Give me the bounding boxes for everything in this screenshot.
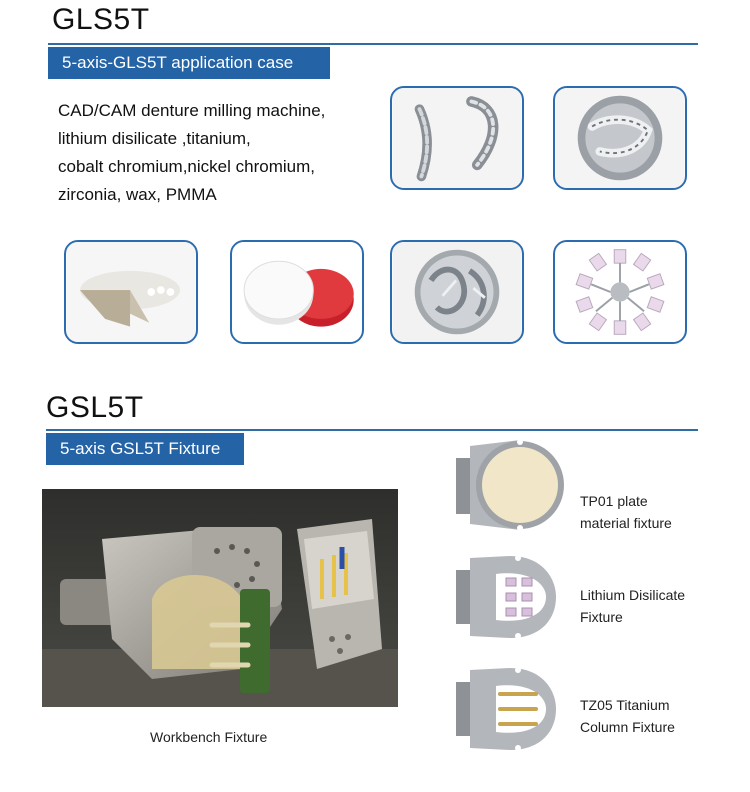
fixture-lithium-disilicate-line1: Lithium Disilicate: [580, 587, 686, 603]
section2-title: GSL5T: [46, 391, 144, 424]
tile-zirconia-disc: [64, 240, 198, 344]
milled-blank-image: [555, 88, 685, 188]
wax-pmma-discs-image: [232, 242, 362, 342]
fixture-tz05-titanium-line2: Column Fixture: [580, 719, 675, 735]
titanium-disc-image: [392, 242, 522, 342]
section1-banner: 5-axis-GLS5T application case: [48, 47, 330, 79]
fixture-tp01-line1: TP01 plate: [580, 493, 648, 509]
lithium-disilicate-blocks-image: [555, 242, 685, 342]
fixture-tz05-titanium-line1: TZ05 Titanium: [580, 697, 670, 713]
section1-description: [58, 97, 378, 209]
lithium-disilicate-fixture-image: [450, 548, 570, 646]
fixture-tp01: [450, 436, 570, 534]
tp01-fixture-image: [450, 436, 570, 534]
fixture-tz05-titanium: [450, 660, 570, 758]
tile-wax-pmma-discs: [230, 240, 364, 344]
description-line: zirconia, wax, PMMA: [58, 185, 217, 204]
fixture-tz05-titanium-label: [580, 694, 675, 738]
section2-banner: 5-axis GSL5T Fixture: [46, 433, 244, 465]
tile-milled-blank: [553, 86, 687, 190]
tile-lithium-disilicate-blocks: [553, 240, 687, 344]
workbench-caption: Workbench Fixture: [150, 729, 268, 745]
fixture-lithium-disilicate-label: [580, 584, 685, 628]
description-line: cobalt chromium,nickel chromium,: [58, 157, 315, 176]
fixture-tp01-label: [580, 490, 672, 534]
description-line: CAD/CAM denture milling machine,: [58, 101, 326, 120]
workbench-photo: [42, 489, 398, 707]
metal-bridges-image: [392, 88, 522, 188]
fixture-lithium-disilicate-line2: Fixture: [580, 609, 623, 625]
zirconia-disc-image: [66, 242, 196, 342]
tile-metal-bridges: [390, 86, 524, 190]
section2-rule: [46, 429, 698, 431]
description-line: lithium disilicate ,titanium,: [58, 129, 251, 148]
tz05-fixture-image: [450, 660, 570, 758]
workbench-image: [42, 489, 398, 707]
section1-title: GLS5T: [52, 3, 150, 36]
fixture-lithium-disilicate: [450, 548, 570, 646]
fixture-tp01-line2: material fixture: [580, 515, 672, 531]
section1-rule: [48, 43, 698, 45]
tile-titanium-disc: [390, 240, 524, 344]
